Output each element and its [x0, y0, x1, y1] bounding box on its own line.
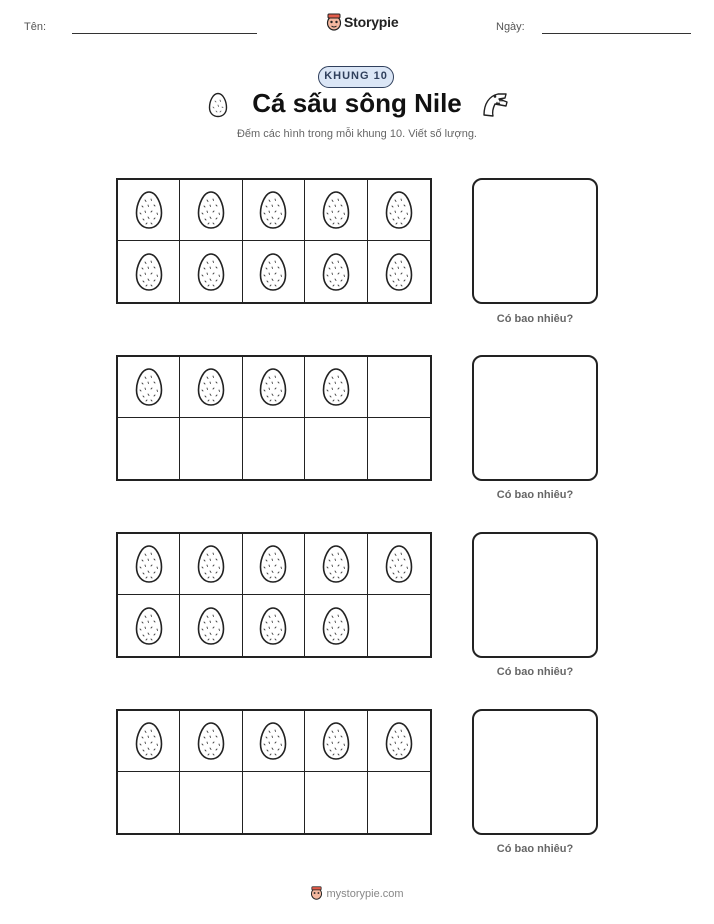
brand-logo: [326, 13, 398, 31]
answer-box-2[interactable]: [472, 355, 598, 481]
date-label: Ngày:: [496, 21, 525, 33]
page-title: Cá sấu sông Nile: [252, 88, 462, 118]
ten-frame-cell: [118, 711, 180, 772]
egg-icon: [258, 367, 288, 407]
ten-frame-cell: [180, 534, 242, 595]
name-label: Tên:: [24, 21, 47, 33]
ten-frame-cell: [118, 180, 180, 241]
egg-icon: [134, 367, 164, 407]
egg-icon: [258, 721, 288, 761]
egg-icon: [321, 606, 351, 646]
ten-frame-cell: [305, 534, 367, 595]
ten-frame-cell: [243, 357, 305, 418]
egg-icon: [384, 252, 414, 292]
ten-frame-cell: [368, 534, 430, 595]
ten-frame-cell: [305, 772, 367, 833]
egg-icon: [196, 721, 226, 761]
ten-frame-cell: [180, 711, 242, 772]
ten-frame-cell: [243, 418, 305, 479]
ten-frame-cell: [368, 357, 430, 418]
egg-icon: [196, 367, 226, 407]
ten-frame-cell: [180, 357, 242, 418]
egg-icon: [321, 252, 351, 292]
ten-frame-cell: [118, 357, 180, 418]
brand-name: Storypie: [344, 14, 399, 30]
egg-icon: [384, 190, 414, 230]
answer-box-4[interactable]: [472, 709, 598, 835]
ten-frame-cell: [368, 241, 430, 302]
ten-frame-cell: [305, 711, 367, 772]
egg-icon: [321, 367, 351, 407]
egg-icon: [258, 606, 288, 646]
section-badge: KHUNG 10: [318, 66, 394, 88]
ten-frame-cell: [305, 418, 367, 479]
footer: [0, 886, 714, 900]
ten-frame-cell: [180, 772, 242, 833]
ten-frame-cell: [368, 772, 430, 833]
egg-icon: [134, 544, 164, 584]
ten-frame-2: [116, 355, 432, 481]
ten-frame-cell: [368, 595, 430, 656]
crocodile-icon: [480, 90, 510, 120]
ten-frame-cell: [118, 418, 180, 479]
egg-icon: [196, 190, 226, 230]
ten-frame-cell: [243, 180, 305, 241]
ten-frame-cell: [368, 180, 430, 241]
ten-frame-cell: [180, 595, 242, 656]
egg-icon: [384, 721, 414, 761]
ten-frame-cell: [243, 595, 305, 656]
answer-box-1[interactable]: [472, 178, 598, 304]
egg-icon: [321, 721, 351, 761]
egg-icon: [134, 252, 164, 292]
ten-frame-cell: [118, 772, 180, 833]
ten-frame-cell: [305, 241, 367, 302]
egg-icon: [134, 721, 164, 761]
instructions: Đếm các hình trong mỗi khung 10. Viết số lượng.: [236, 128, 477, 140]
ten-frame-4: [116, 709, 432, 835]
ten-frame-cell: [118, 595, 180, 656]
answer-prompt-3: Có bao nhiêu?: [496, 666, 574, 678]
egg-icon: [321, 190, 351, 230]
ten-frame-cell: [243, 241, 305, 302]
ten-frame-1: [116, 178, 432, 304]
egg-icon: [196, 252, 226, 292]
answer-prompt-1: Có bao nhiêu?: [496, 313, 574, 325]
egg-icon: [134, 606, 164, 646]
ten-frame-cell: [305, 595, 367, 656]
ten-frame-cell: [243, 534, 305, 595]
answer-prompt-4: Có bao nhiêu?: [496, 843, 574, 855]
footer-url: mystorypie.com: [326, 888, 404, 900]
storypie-mascot-icon: [310, 886, 323, 900]
ten-frame-cell: [118, 241, 180, 302]
egg-icon: [384, 544, 414, 584]
egg-icon: [258, 252, 288, 292]
egg-icon: [196, 606, 226, 646]
ten-frame-cell: [118, 534, 180, 595]
date-line[interactable]: [542, 33, 691, 34]
ten-frame-cell: [305, 180, 367, 241]
ten-frame-cell: [368, 711, 430, 772]
egg-icon: [258, 544, 288, 584]
ten-frame-cell: [305, 357, 367, 418]
ten-frame-3: [116, 532, 432, 658]
ten-frame-cell: [243, 711, 305, 772]
ten-frame-cell: [243, 772, 305, 833]
egg-icon: [321, 544, 351, 584]
ten-frame-cell: [180, 180, 242, 241]
answer-prompt-2: Có bao nhiêu?: [496, 489, 574, 501]
storypie-mascot-icon: [326, 13, 342, 31]
answer-box-3[interactable]: [472, 532, 598, 658]
name-line[interactable]: [72, 33, 257, 34]
ten-frame-cell: [180, 418, 242, 479]
egg-icon: [258, 190, 288, 230]
ten-frame-cell: [180, 241, 242, 302]
egg-icon: [196, 544, 226, 584]
egg-icon: [134, 190, 164, 230]
ten-frame-cell: [368, 418, 430, 479]
